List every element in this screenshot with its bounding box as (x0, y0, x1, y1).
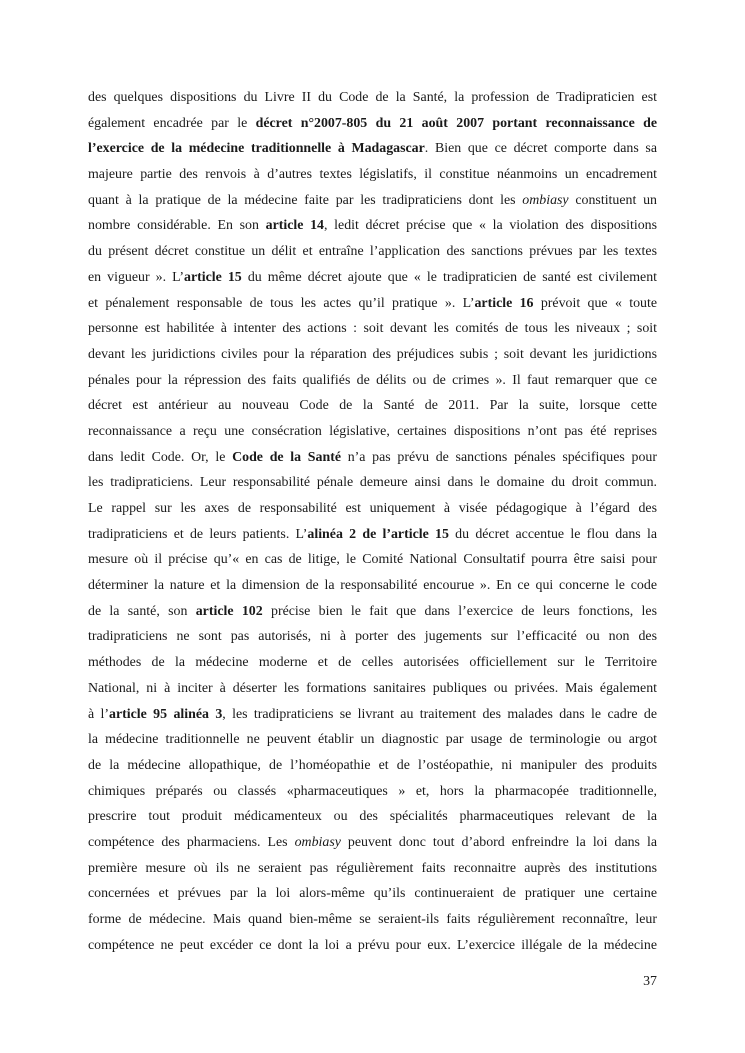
text-line (88, 188, 657, 214)
text-segment: de la santé, son (88, 603, 196, 619)
bold-text: décret n°2007-805 du 21 août 2007 portant reconnaissance de (255, 115, 657, 131)
text-segment: du même décret ajoute que « le tradipraticien de santé est civilement (241, 269, 657, 285)
bold-text: article 15 (184, 269, 242, 285)
text-segment: devant les juridictions civiles pour la réparation des préjudices subis ; soit devant les juridictions (88, 346, 657, 362)
text-line (88, 393, 657, 419)
text-segment: en vigueur ». L’ (88, 269, 184, 285)
text-segment: prévoit que « toute (533, 295, 657, 311)
text-line (88, 547, 657, 573)
text-segment: à l’ (88, 706, 110, 722)
text-segment: compétence des pharmaciens. Les (88, 834, 295, 850)
text-line (88, 624, 657, 650)
text-segment: nombre considérable. En son (88, 218, 266, 234)
text-line (88, 573, 657, 599)
text-segment: décret est antérieur au nouveau Code de la Santé de 2011. Par la suite, lorsque cette (88, 398, 657, 414)
text-line (88, 830, 657, 856)
text-line (88, 599, 657, 625)
text-segment: et pénalement responsable de tous les actes qu’il pratique ». L’ (88, 295, 475, 311)
text-segment: prescrire tout produit médicamenteux ou des spécialités pharmaceutiques relevant de la (88, 809, 657, 825)
text-segment: déterminer la nature et la dimension de la responsabilité encourue ». En ce qui concerne le code (88, 578, 657, 594)
italic-text: ombiasy (294, 834, 341, 850)
text-line (88, 907, 657, 933)
text-line (88, 265, 657, 291)
text-segment: la médecine traditionnelle ne peuvent établir un diagnostic par usage de terminologie ou argot (88, 732, 657, 748)
text-line (88, 368, 657, 394)
text-segment: concernées et prévues par la loi alors-même qu’ils continueraient de pratiquer une certaine (88, 886, 657, 902)
text-segment: n’a pas prévu de sanctions pénales spécifiques pour (341, 449, 657, 465)
body-paragraph (88, 85, 657, 958)
text-line (88, 342, 657, 368)
text-segment: , les tradipraticiens se livrant au traitement des malades dans le cadre de (222, 706, 657, 722)
text-segment: Le rappel sur les axes de responsabilité est uniquement à visée pédagogique à l’égard des (88, 501, 657, 516)
text-line (88, 804, 657, 830)
text-segment: pénales pour la répression des faits qualifiés de délits ou de crimes ». Il faut remarquer que ce (88, 372, 657, 388)
text-segment: reconnaissance a reçu une consécration législative, certaines dispositions n’ont pas été reprises (88, 423, 657, 439)
text-line (88, 727, 657, 753)
text-line (88, 213, 657, 239)
text-segment: précise bien le fait que dans l’exercice de leurs fonctions, les (262, 603, 657, 619)
italic-text: ombiasy (522, 192, 569, 208)
text-line (88, 676, 657, 702)
text-segment: également encadrée par le (88, 115, 256, 131)
text-line (88, 856, 657, 882)
text-line (88, 419, 657, 445)
bold-text: article 95 alinéa 3 (109, 706, 223, 722)
text-segment: dans ledit Code. Or, le (88, 449, 233, 465)
text-line (88, 702, 657, 728)
bold-text: l’exercice de la médecine traditionnelle à Madagascar (88, 141, 425, 157)
text-line (88, 779, 657, 805)
bold-text: article 102 (195, 603, 263, 619)
text-line (88, 111, 657, 137)
text-segment: constituent un (568, 192, 657, 208)
text-segment: méthodes de la médecine moderne et de celles autorisées officiellement sur le Territoire (88, 655, 657, 671)
text-segment: première mesure où ils ne seraient pas régulièrement faits reconnaitre auprès des institutions (88, 860, 657, 876)
text-line (88, 85, 657, 111)
text-segment: peuvent donc tout d’abord enfreindre la loi dans la (340, 834, 657, 850)
page-number: 37 (643, 974, 657, 989)
text-segment: . Bien que ce décret comporte dans sa (424, 141, 657, 157)
text-segment: personne est habilitée à intenter des actions : soit devant les comités de tous les niveaux ; soit (88, 321, 657, 337)
text-line (88, 136, 657, 162)
text-segment: tradipraticiens et de leurs patients. L’ (88, 526, 308, 542)
text-line (88, 933, 657, 959)
text-segment: , ledit décret précise que « la violation des dispositions (324, 218, 657, 234)
bold-text: article 16 (474, 295, 534, 311)
text-segment: de la médecine allopathique, de l’homéopathie et de l’ostéopathie, ni manipuler des produits (88, 757, 657, 773)
bold-text: article 14 (265, 218, 324, 234)
text-segment: mesure où il précise qu’« en cas de litige, le Comité National Consultatif pourra être saisi pour (88, 552, 657, 568)
text-line (88, 162, 657, 188)
text-segment: du décret accentue le flou dans la (448, 526, 657, 542)
text-line (88, 445, 657, 471)
text-segment: majeure partie des renvois à d’autres textes législatifs, il constitue néanmoins un encadrement (88, 167, 657, 183)
text-segment: compétence ne peut excéder ce dont la loi a prévu pour eux. L’exercice illégale de la médecine (88, 937, 657, 953)
text-line (88, 881, 657, 907)
text-segment: chimiques préparés ou classés «pharmaceutiques » et, hors la pharmacopée traditionnelle, (88, 783, 657, 799)
text-line (88, 316, 657, 342)
text-line (88, 522, 657, 548)
text-segment: forme de médecine. Mais quand bien-même se seraient-ils faits régulièrement reconnaître, leur (88, 912, 657, 927)
text-segment: du présent décret constitue un délit et entraîne l’application des sanctions prévues par les textes (88, 244, 657, 260)
text-segment: les tradipraticiens. Leur responsabilité pénale demeure ainsi dans le domaine du droit commun. (88, 475, 657, 491)
text-line (88, 239, 657, 265)
text-line (88, 496, 657, 522)
text-line (88, 291, 657, 317)
text-segment: quant à la pratique de la médecine faite par les tradipraticiens dont les (88, 192, 523, 208)
text-segment: tradipraticiens ne sont pas autorisés, ni à porter des jugements sur l’efficacité ou non des (88, 629, 657, 645)
text-segment: National, ni à inciter à déserter les formations sanitaires publiques ou privées. Mais également (88, 680, 657, 696)
bold-text: Code de la Santé (232, 449, 341, 465)
text-segment: des quelques dispositions du Livre II du Code de la Santé, la profession de Tradipraticien est (88, 90, 657, 105)
text-line (88, 470, 657, 496)
bold-text: alinéa 2 de l’article 15 (307, 526, 449, 542)
text-line (88, 650, 657, 676)
text-line (88, 753, 657, 779)
